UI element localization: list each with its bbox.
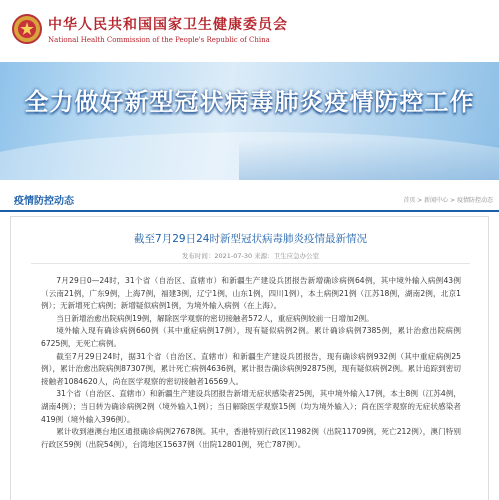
article-title: 截至7月29日24时新型冠状病毒肺炎疫情最新情况 <box>134 233 367 245</box>
banner-skyline-decoration <box>239 140 499 180</box>
article-paragraph: 31个省（自治区、直辖市）和新疆生产建设兵团报告新增无症状感染者25例，其中境外输入17例，本土8例（江苏4例，湖南4例）；当日转为确诊病例2例（境外输入1例）；当日解除医学观察15例（均为境外输入）；尚在医学观察的无症状感染者419例（境外输入396例）。 <box>41 389 461 424</box>
section-header <box>0 188 499 212</box>
article-panel <box>10 216 489 500</box>
campaign-banner <box>0 62 499 180</box>
breadcrumb[interactable]: 首页 > 新闻中心 > 疫情防控动态 <box>403 197 493 204</box>
national-emblem-icon[interactable] <box>12 14 42 44</box>
article-paragraph: 累计收到港澳台地区通报确诊病例27678例。其中，香港特别行政区11982例（出院11709例，死亡212例），澳门特别行政区59例（出院54例），台湾地区15637例（出院12801例，死亡787例）。 <box>41 427 461 449</box>
article-paragraph: 7月29日0—24时，31个省（自治区、直辖市）和新疆生产建设兵团报告新增确诊病例64例，其中境外输入病例43例（云南21例，广东9例，上海7例，福建3例，辽宁1例，山东1例，四川1例），本土病例21例（江苏18例，湖南2例，北京1例）；无新增死亡病例；新增疑似病例1例，为境外输入病例（在上海）。 <box>41 276 461 311</box>
site-header <box>0 0 499 62</box>
banner-slogan: 全力做好新型冠状病毒肺炎疫情防控工作 <box>24 88 475 116</box>
article-divider <box>31 263 470 264</box>
org-name-en: National Health Commission of the People's Republic of China <box>48 36 270 44</box>
article-paragraph: 截至7月29日24时，据31个省（自治区、直辖市）和新疆生产建设兵团报告，现有确诊病例932例（其中重症病例25例），累计治愈出院病例87307例，累计死亡病例4636例，累计报告确诊病例92875例，现有疑似病例2例。累计追踪到密切接触者1084620人，尚在医学观察的密切接触者16569人。 <box>41 351 461 386</box>
article-meta: 发布时间：2021-07-30 来源：卫生应急办公室 <box>181 252 320 260</box>
article-paragraph: 境外输入现有确诊病例660例（其中重症病例17例），现有疑似病例2例。累计确诊病例7385例，累计治愈出院病例6725例，无死亡病例。 <box>41 326 461 348</box>
article-body <box>41 275 461 451</box>
org-name-cn[interactable]: 中华人民共和国国家卫生健康委员会 <box>48 17 288 33</box>
section-title-link[interactable]: 疫情防控动态 <box>14 196 74 207</box>
article-paragraph: 当日新增治愈出院病例19例，解除医学观察的密切接触者572人，重症病例较前一日增加2例。 <box>56 313 374 323</box>
